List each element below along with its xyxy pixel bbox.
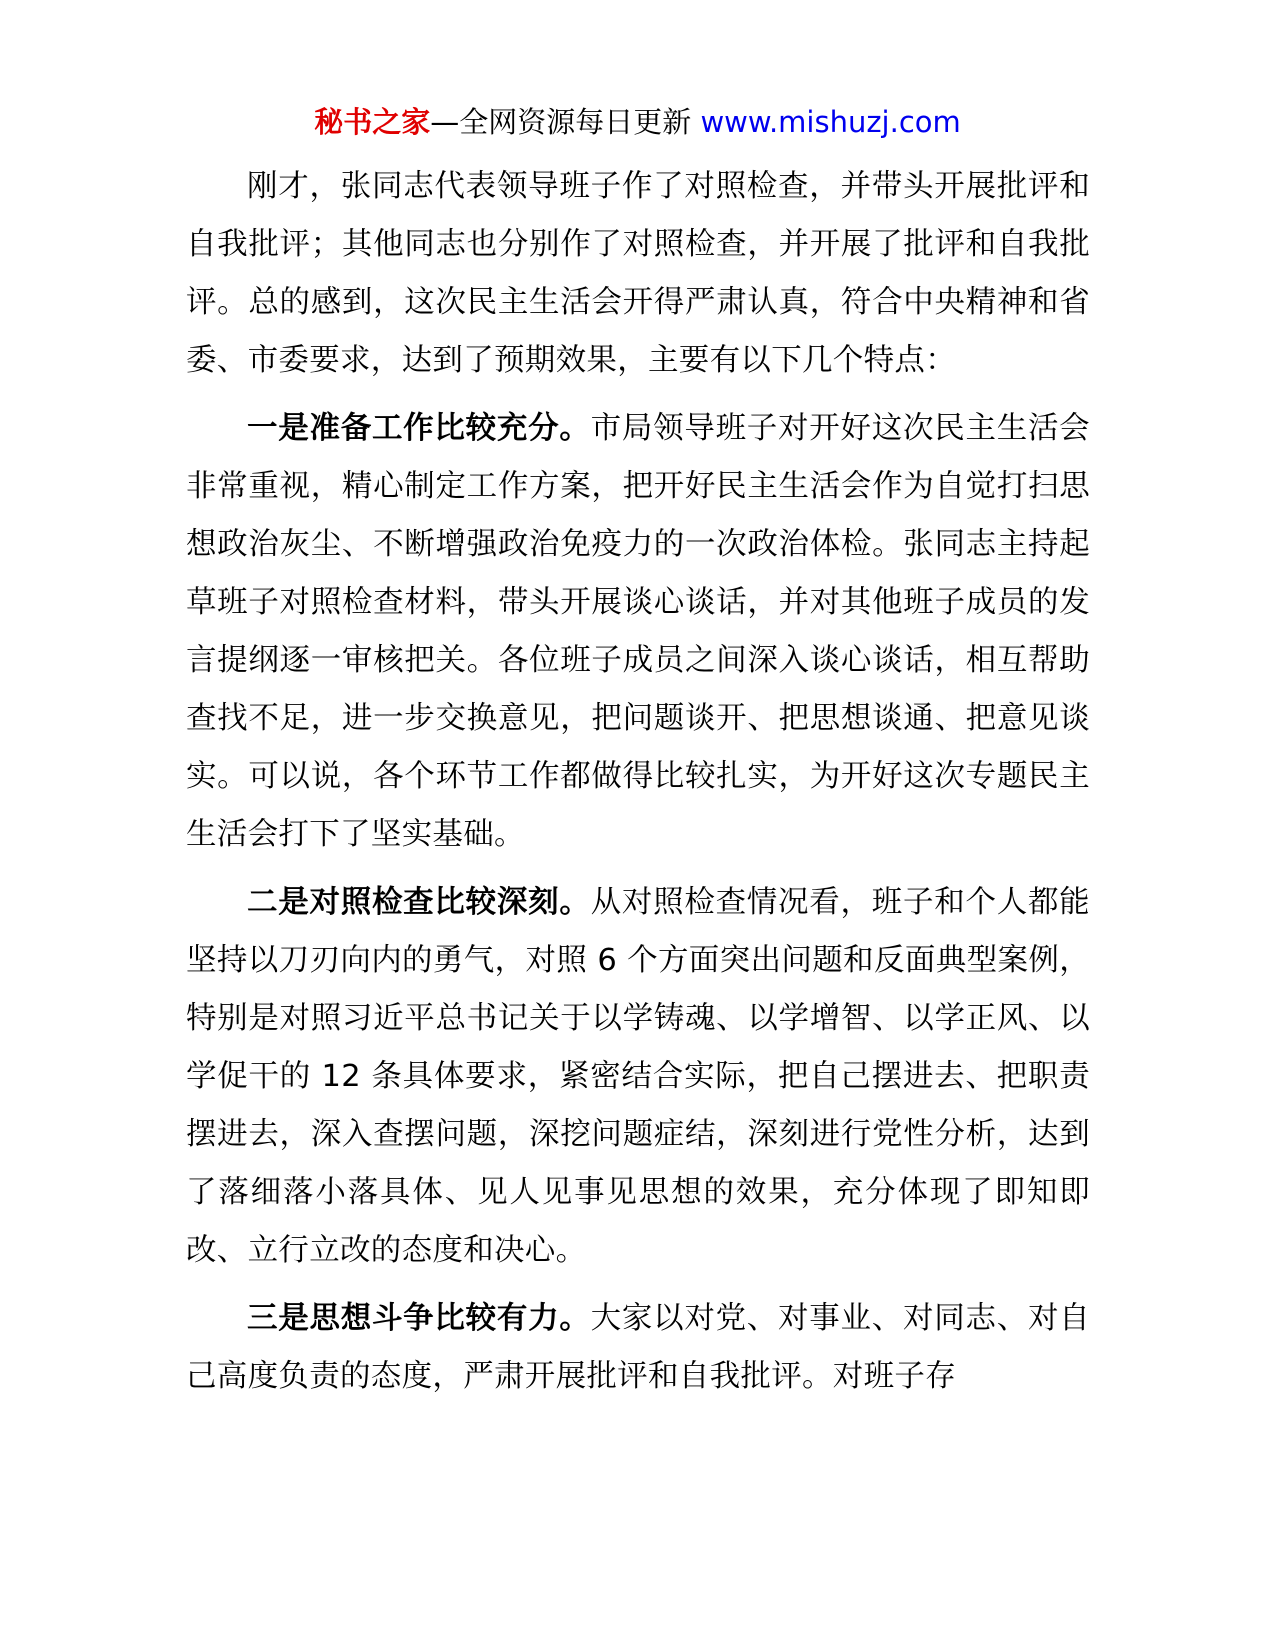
paragraph-point-2 — [186, 874, 1090, 1280]
paragraph-lead: 一是准备工作比较充分。 — [247, 411, 591, 446]
header-tagline: —全网资源每日更新 — [430, 105, 701, 139]
paragraph-text: 从对照检查情况看，班子和个人都能坚持以刀刃向内的勇气，对照 6 个方面突出问题和反面典型案例，特别是对照习近平总书记关于以学铸魂、以学增智、以学正风、以学促干的 12 条具体要求，紧密结合实际，把自己摆进去、把职责摆进去，深入查摆问题，深挖问题症结，深刻进行党性分析，达到了落细落小落具体、见人见事见思想的效果，充分体现了即知即改、立行立改的态度和决心。 — [186, 885, 1090, 1268]
paragraph-intro — [186, 158, 1090, 390]
paragraph-point-1 — [186, 400, 1090, 864]
paragraph-lead: 三是思想斗争比较有力。 — [247, 1301, 591, 1336]
paragraph-point-3 — [186, 1290, 1090, 1406]
document-body — [186, 158, 1090, 1416]
paragraph-text: 市局领导班子对开好这次民主生活会非常重视，精心制定工作方案，把开好民主生活会作为自觉打扫思想政治灰尘、不断增强政治免疫力的一次政治体检。张同志主持起草班子对照检查材料，带头开展谈心谈话，并对其他班子成员的发言提纲逐一审核把关。各位班子成员之间深入谈心谈话，相互帮助查找不足，进一步交换意见，把问题谈开、把思想谈通、把意见谈实。可以说，各个环节工作都做得比较扎实，为开好这次专题民主生活会打下了坚实基础。 — [186, 411, 1090, 852]
paragraph-text: 大家以对党、对事业、对同志、对自己高度负责的态度，严肃开展批评和自我批评。对班子存 — [186, 1301, 1090, 1394]
page-header — [0, 102, 1275, 142]
paragraph-text: 刚才，张同志代表领导班子作了对照检查，并带头开展批评和自我批评；其他同志也分别作了对照检查，并开展了批评和自我批评。总的感到，这次民主生活会开得严肃认真，符合中央精神和省委、市委要求，达到了预期效果，主要有以下几个特点： — [186, 169, 1090, 378]
brand-name: 秘书之家 — [314, 105, 431, 139]
paragraph-lead: 二是对照检查比较深刻。 — [247, 885, 591, 920]
website-link[interactable]: www.mishuzj.com — [700, 105, 961, 139]
